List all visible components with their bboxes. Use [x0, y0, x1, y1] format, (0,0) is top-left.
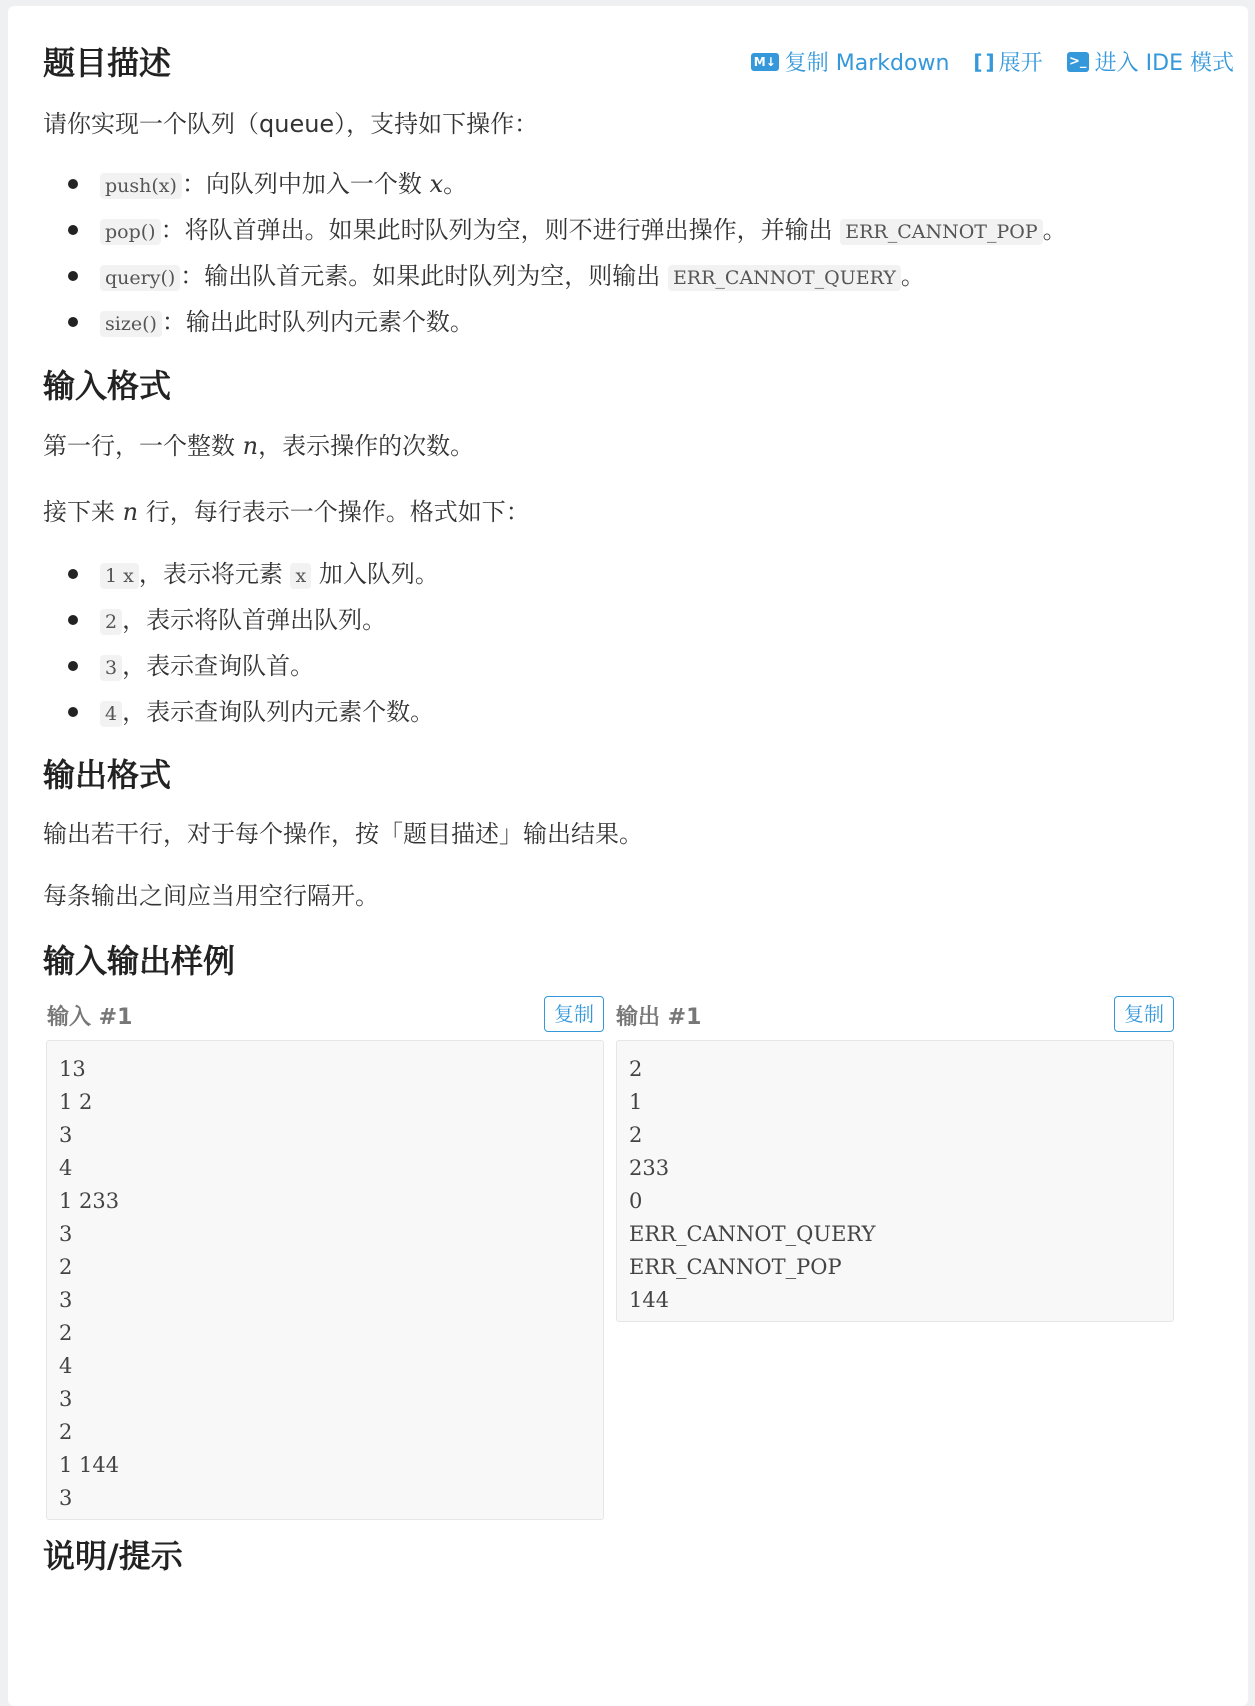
bullet-icon — [68, 317, 78, 327]
input-op-code-x: x — [290, 563, 311, 589]
math-n: n — [122, 498, 139, 526]
sample-input-line: 2 — [59, 1420, 73, 1444]
sample-output-line: 233 — [629, 1156, 670, 1180]
operation-text: ：输出队首元素。如果此时队列为空，则输出 — [180, 262, 668, 290]
bullet-icon — [68, 707, 78, 717]
sample-input-line: 4 — [59, 1156, 73, 1180]
sample-output-line: 2 — [629, 1057, 643, 1081]
sample-input-line: 1 2 — [59, 1090, 93, 1114]
copy-input-button[interactable]: 复制 — [544, 996, 604, 1032]
terminal-icon: >_ — [1067, 52, 1089, 72]
operation-text: ：输出此时队列内元素个数。 — [161, 308, 474, 336]
copy-markdown-label: 复制 Markdown — [784, 51, 950, 76]
bullet-icon — [68, 661, 78, 671]
problem-card — [8, 6, 1248, 1706]
sample-output-line: 2 — [629, 1123, 643, 1147]
output-format-line2: 每条输出之间应当用空行隔开。 — [43, 882, 379, 910]
sample-output-line: ERR_CANNOT_POP — [629, 1255, 842, 1279]
operation-code: size() — [100, 311, 162, 337]
sample-input-line: 2 — [59, 1321, 73, 1345]
bullet-icon — [68, 615, 78, 625]
input-line2-text-tail: 行，每行表示一个操作。格式如下： — [138, 498, 530, 526]
operation-item — [43, 299, 1067, 345]
sample-output-line: 144 — [629, 1288, 670, 1312]
sample-input-line: 1 233 — [59, 1189, 120, 1213]
input-op-text: ，表示将队首弹出队列。 — [122, 606, 387, 634]
input-op-text: ，表示查询队首。 — [122, 652, 315, 680]
input-format-item — [43, 597, 439, 643]
problem-toolbar — [751, 46, 1234, 77]
sample-input-box — [46, 1040, 604, 1520]
bullet-icon — [68, 179, 78, 189]
operation-text: ：向队列中加入一个数 — [181, 170, 430, 198]
input-op-text: ，表示将元素 — [138, 560, 291, 588]
input-format-list — [43, 551, 439, 735]
sample-output-line: ERR_CANNOT_QUERY — [629, 1222, 876, 1246]
sample-input-line: 4 — [59, 1354, 73, 1378]
sample-input-line: 1 144 — [59, 1453, 120, 1477]
math-x: x — [429, 170, 444, 198]
operation-item — [43, 253, 1067, 299]
copy-output-button[interactable]: 复制 — [1114, 996, 1174, 1032]
input-op-code: 4 — [100, 701, 122, 727]
bullet-icon — [68, 569, 78, 579]
input-line1-text-tail: ，表示操作的次数。 — [258, 432, 475, 460]
input-format-heading: 输入格式 — [43, 367, 172, 405]
operation-text-tail: 。 — [443, 170, 468, 198]
sample-output-box — [616, 1040, 1174, 1322]
expand-label: 展开 — [998, 51, 1043, 76]
error-code: ERR_CANNOT_POP — [840, 219, 1042, 245]
operation-code: push(x) — [100, 173, 182, 199]
output-format-heading: 输出格式 — [43, 756, 172, 794]
operations-list — [43, 161, 1067, 345]
operation-code: pop() — [100, 219, 161, 245]
input-op-text-tail: 加入队列。 — [311, 560, 439, 588]
sample-input-line: 3 — [59, 1288, 73, 1312]
input-line2-text: 接下来 — [43, 498, 123, 526]
sample-input-line: 3 — [59, 1387, 73, 1411]
output-format-line1: 输出若干行，对于每个操作，按「题目描述」输出结果。 — [43, 820, 643, 848]
sample-input-line: 2 — [59, 1255, 73, 1279]
operation-text-end: 。 — [900, 262, 925, 290]
sample-input-line: 3 — [59, 1123, 73, 1147]
sample-input-line: 3 — [59, 1486, 73, 1510]
input-format-item — [43, 643, 439, 689]
bullet-icon — [68, 271, 78, 281]
sample-output-line: 1 — [629, 1090, 643, 1114]
operation-item — [43, 161, 1067, 207]
operation-code: query() — [100, 265, 180, 291]
copy-markdown-button[interactable] — [751, 46, 950, 77]
input-op-code: 3 — [100, 655, 122, 681]
hint-heading: 说明/提示 — [43, 1537, 183, 1575]
input-op-code: 1 x — [100, 563, 139, 589]
operation-text: ：将队首弹出。如果此时队列为空，则不进行弹出操作，并输出 — [160, 216, 841, 244]
sample-input-label: 输入 #1 — [47, 1005, 133, 1030]
input-format-line1 — [43, 426, 474, 461]
ide-mode-button[interactable] — [1067, 46, 1234, 77]
sample-output-line: 0 — [629, 1189, 643, 1213]
bullet-icon — [68, 225, 78, 235]
description-intro: 请你实现一个队列（queue），支持如下操作： — [43, 110, 539, 138]
input-format-line2 — [43, 492, 530, 527]
input-format-item — [43, 551, 439, 597]
operation-item — [43, 207, 1067, 253]
error-code: ERR_CANNOT_QUERY — [668, 265, 901, 291]
input-op-code: 2 — [100, 609, 122, 635]
sample-output-label: 输出 #1 — [616, 1005, 702, 1030]
sample-input-line: 13 — [59, 1057, 86, 1081]
expand-button[interactable] — [973, 46, 1042, 77]
expand-icon: [ ] — [973, 49, 993, 74]
math-n: n — [242, 432, 259, 460]
input-format-item — [43, 689, 439, 735]
ide-mode-label: 进入 IDE 模式 — [1094, 51, 1234, 76]
description-heading: 题目描述 — [43, 44, 172, 82]
input-line1-text: 第一行，一个整数 — [43, 432, 243, 460]
samples-heading: 输入输出样例 — [43, 942, 236, 980]
markdown-icon: M↓ — [751, 53, 779, 71]
sample-input-line: 3 — [59, 1222, 73, 1246]
input-op-text: ，表示查询队列内元素个数。 — [122, 698, 435, 726]
operation-text-end: 。 — [1042, 216, 1067, 244]
